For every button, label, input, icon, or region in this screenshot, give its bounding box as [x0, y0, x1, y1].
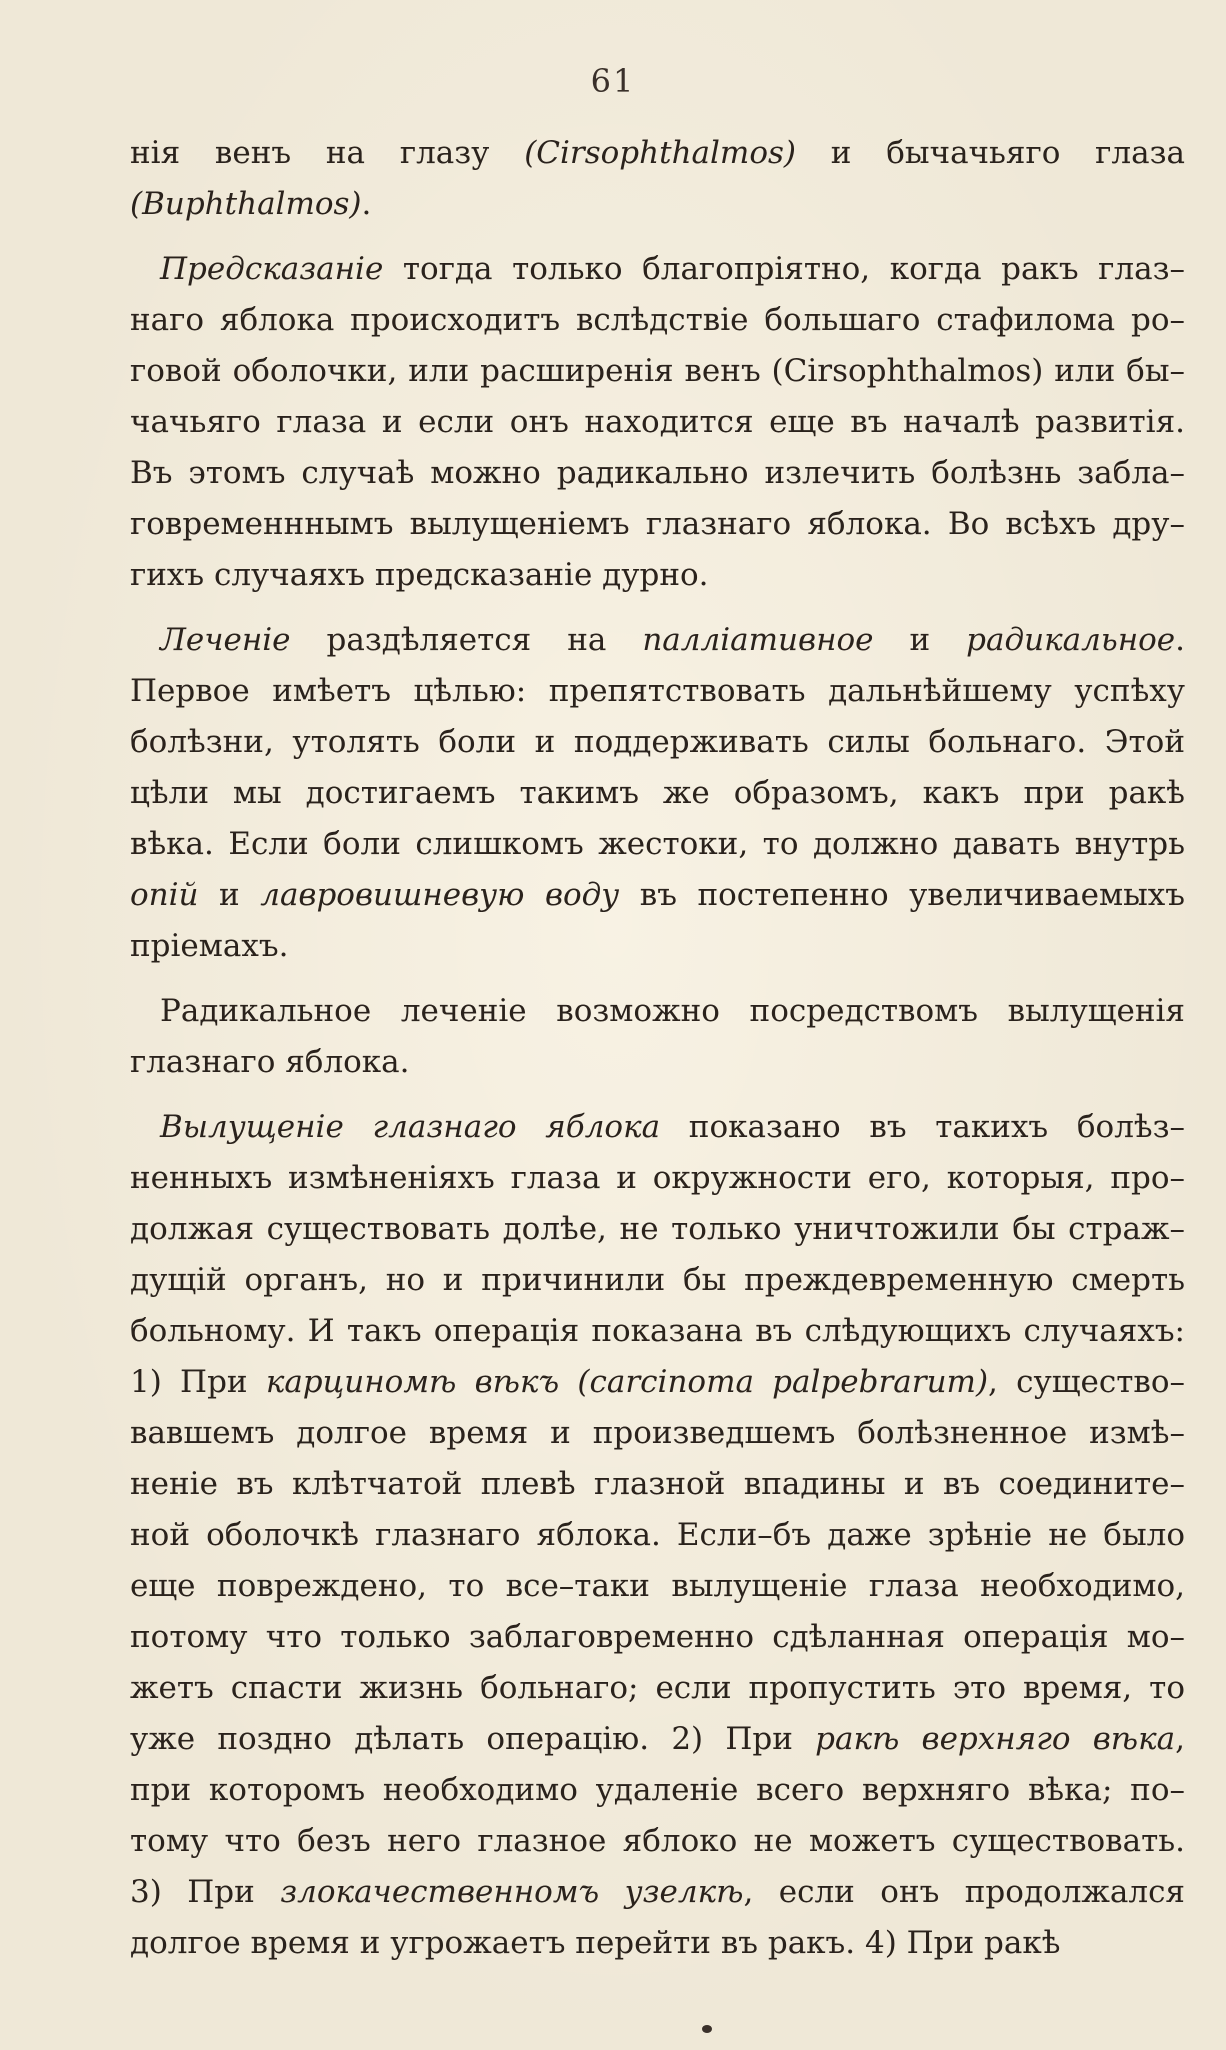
text-run: тому что безъ него глазное яблоко не можетъ существовать. [130, 1823, 1185, 1859]
text-line [130, 1612, 1185, 1663]
text-run: и [873, 622, 967, 658]
text-run: пріемахъ. [130, 928, 289, 964]
body-text [130, 128, 1185, 1969]
text-run: нія венъ на глазу [130, 135, 525, 171]
italic-term: (Cirsophthalmos) [524, 135, 796, 171]
text-line [130, 1765, 1185, 1816]
text-run: вѣка. Если боли слишкомъ жестоки, то должно давать внутрь [130, 826, 1185, 862]
text-run: Радикальное леченіе возможно посредствомъ вылущенія [160, 993, 1185, 1029]
italic-term: лавровишневую воду [260, 877, 620, 913]
text-run: 1) При [130, 1364, 266, 1400]
text-line [130, 819, 1185, 870]
text-line [130, 1867, 1185, 1918]
text-run: 3) При [130, 1874, 281, 1910]
text-line [130, 1459, 1185, 1510]
text-run: дущій органъ, но и причинили бы преждевременную смерть [130, 1262, 1185, 1298]
text-line [130, 128, 1185, 179]
italic-term: злокачественномъ узелкѣ [280, 1874, 744, 1910]
text-run: при которомъ необходимо удаленіе всего верхняго вѣка; по– [130, 1772, 1185, 1808]
text-run: . [1175, 622, 1185, 658]
text-run: наго яблока происходитъ вслѣдствіе большаго стафилома ро– [130, 302, 1185, 338]
italic-term: Леченіе [160, 622, 291, 658]
text-line [130, 1561, 1185, 1612]
italic-term: Предсказаніе [160, 251, 384, 287]
text-line [130, 615, 1185, 666]
text-line [130, 397, 1185, 448]
text-line [130, 768, 1185, 819]
text-run: чачьяго глаза и если онъ находится еще въ началѣ развитія. [130, 404, 1185, 440]
paragraph-gap [130, 230, 1185, 244]
text-run: Первое имѣетъ цѣлью: препятствовать дальнѣйшему успѣху [130, 673, 1185, 709]
text-line [130, 448, 1185, 499]
text-line [130, 1357, 1185, 1408]
text-run: неніе въ клѣтчатой плевѣ глазной впадины и въ соедините– [130, 1466, 1185, 1502]
text-line [130, 1306, 1185, 1357]
italic-term: карциномѣ вѣкъ [265, 1364, 560, 1400]
text-line [130, 1153, 1185, 1204]
text-line [130, 1037, 1185, 1088]
text-run: болѣзни, утолять боли и поддерживать силы больнаго. Этой [130, 724, 1185, 760]
text-run: показано въ такихъ болѣз– [660, 1109, 1185, 1145]
text-line [130, 1255, 1185, 1306]
text-run: Въ этомъ случаѣ можно радикально излечить болѣзнь забла– [130, 455, 1185, 491]
text-line [130, 666, 1185, 717]
text-run: . [361, 186, 372, 222]
text-run: еще повреждено, то все–таки вылущеніе глаза необходимо, [130, 1568, 1185, 1604]
text-run: глазнаго яблока. [130, 1044, 410, 1080]
text-run: долгое время и угрожаетъ перейти въ ракъ. 4) При ракѣ [130, 1925, 1061, 1961]
text-run: ненныхъ измѣненіяхъ глаза и окружности его, которыя, про– [130, 1160, 1185, 1196]
text-line [130, 1816, 1185, 1867]
text-line [130, 244, 1185, 295]
text-run: вавшемъ долгое время и произведшемъ болѣзненное измѣ– [130, 1415, 1185, 1451]
text-run: цѣли мы достигаемъ такимъ же образомъ, какъ при ракѣ [130, 775, 1185, 811]
text-run: ной оболочкѣ глазнаго яблока. Если–бъ даже зрѣніе не было [130, 1517, 1185, 1553]
text-run: больному. И такъ операція показана въ слѣдующихъ случаяхъ: [130, 1313, 1185, 1349]
text-line [130, 550, 1185, 601]
text-run: , [1175, 1721, 1185, 1757]
italic-term: ракѣ верхняго вѣка [815, 1721, 1176, 1757]
italic-term: опій [130, 877, 199, 913]
text-run: говременннымъ вылущеніемъ глазнаго яблока. Во всѣхъ дру– [130, 506, 1185, 542]
text-line [130, 1102, 1185, 1153]
text-run [559, 1364, 577, 1400]
text-run: и бычачьяго глаза [796, 135, 1185, 171]
text-run: тогда только благопріятно, когда ракъ глаз– [383, 251, 1185, 287]
italic-term: Вылущеніе глазнаго яблока [160, 1109, 661, 1145]
text-run: должая существовать долѣе, не только уничтожили бы страж– [130, 1211, 1185, 1247]
italic-term: палліативное [642, 622, 874, 658]
text-line [130, 717, 1185, 768]
italic-term: радикальное [966, 622, 1176, 658]
text-line [130, 1918, 1185, 1969]
paragraph-gap [130, 601, 1185, 615]
text-line [130, 921, 1185, 972]
text-run: гихъ случаяхъ предсказаніе дурно. [130, 557, 709, 593]
text-run: , если онъ продолжался [743, 1874, 1185, 1910]
paragraph-gap [130, 1088, 1185, 1102]
text-line [130, 179, 1185, 230]
text-line [130, 986, 1185, 1037]
text-line [130, 870, 1185, 921]
text-line [130, 1510, 1185, 1561]
text-line [130, 1408, 1185, 1459]
italic-term: (carcinoma palpebrarum) [577, 1364, 989, 1400]
text-line [130, 1204, 1185, 1255]
text-line [130, 1714, 1185, 1765]
text-run: , существо– [988, 1364, 1185, 1400]
text-line [130, 346, 1185, 397]
paragraph-gap [130, 972, 1185, 986]
text-run: раздѣляется на [290, 622, 643, 658]
text-run: въ постепенно увеличиваемыхъ [619, 877, 1185, 913]
text-line [130, 1663, 1185, 1714]
text-line [130, 295, 1185, 346]
ink-speck [702, 2025, 712, 2033]
text-run: жетъ спасти жизнь больнаго; если пропустить это время, то [130, 1670, 1185, 1706]
text-run: потому что только заблаговременно сдѣланная операція мо– [130, 1619, 1185, 1655]
italic-term: (Buphthalmos) [130, 186, 362, 222]
text-run: говой оболочки, или расширенія венъ (Cirsophthalmos) или бы– [130, 353, 1185, 389]
text-run: уже поздно дѣлать операцію. 2) При [130, 1721, 816, 1757]
text-line [130, 499, 1185, 550]
text-run: и [198, 877, 261, 913]
page-number: 61 [590, 62, 636, 100]
